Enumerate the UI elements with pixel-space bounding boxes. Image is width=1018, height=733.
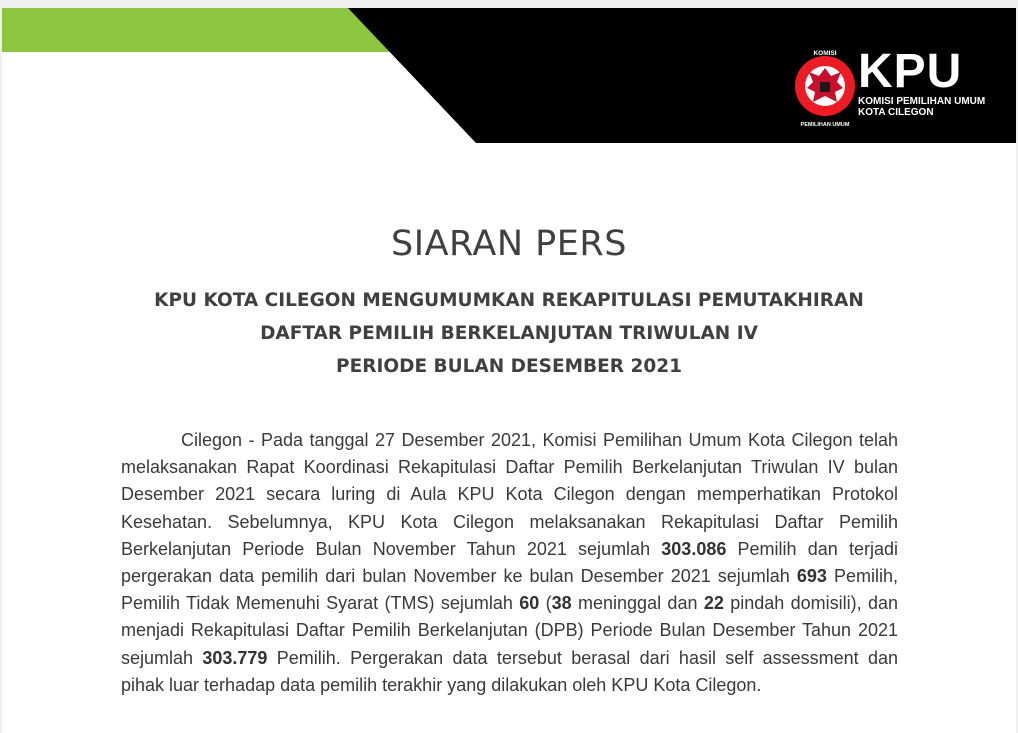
count-december: 303.779 bbox=[202, 647, 268, 668]
kpu-wordmark bbox=[858, 45, 986, 118]
body-text-segment: Pemilih, Pemilih Tidak Memenuhi Syarat (TMS) sejumlah bbox=[121, 566, 898, 614]
count-tms: 60 bbox=[519, 593, 540, 614]
body-text-segment: Cilegon - Pada tanggal 27 Desember 2021, Komisi Pemilihan Umum Kota Cilegon telah melaksanakan Rapat Koordinasi Rekapitulasi Daftar Pemilih Berkelanjutan Triwulan IV bulan Desember 2021 secara luring di Aula KPU Kota Cilegon dengan memperhatikan Protokol Kesehatan. Sebelumnya, KPU Kota Cilegon melaksanakan Rekapitulasi Daftar Pemilih Berkelanjutan Periode Bulan November Tahun 2021 sejumlah bbox=[121, 430, 898, 559]
body-text-segment: meninggal dan bbox=[571, 593, 704, 614]
emblem-bottom-text: PEMILIHAN UMUM bbox=[800, 122, 850, 128]
green-stripe bbox=[2, 8, 394, 52]
subtitle-line: DAFTAR PEMILIH BERKELANJUTAN TRIWULAN IV bbox=[260, 323, 758, 344]
body-text-segment: pindah domisili), dan menjadi Rekapitulasi Daftar Pemilih Berkelanjutan (DPB) Periode Bulan Desember Tahun 2021 sejumlah bbox=[121, 593, 899, 668]
body-text-segment: Pemilih. Pergerakan data tersebut berasal dari hasil self assessment dan pihak luar terhadap data pemilih terakhir yang dilakukan oleh KPU Kota Cilegon. bbox=[121, 647, 899, 695]
count-deceased: 38 bbox=[551, 593, 572, 614]
document-page bbox=[2, 8, 1016, 733]
garuda-shield-icon bbox=[820, 82, 830, 92]
body-text-segment: ( bbox=[539, 593, 552, 614]
kpu-subtitle-line2: KOTA CILEGON bbox=[858, 107, 934, 118]
kpu-brand: KPU bbox=[858, 45, 963, 98]
body-paragraph bbox=[121, 427, 898, 699]
subtitle-line: PERIODE BULAN DESEMBER 2021 bbox=[336, 356, 682, 377]
subtitle-line: KPU KOTA CILEGON MENGUMUMKAN REKAPITULASI PEMUTAKHIRAN bbox=[154, 290, 864, 311]
count-movement: 693 bbox=[796, 566, 827, 587]
emblem-top-text: KOMISI bbox=[813, 50, 837, 57]
document-subtitle bbox=[62, 284, 956, 383]
kpu-subtitle-line1: KOMISI PEMILIHAN UMUM bbox=[858, 96, 986, 107]
document-title: SIARAN PERS bbox=[391, 224, 627, 264]
kpu-emblem bbox=[787, 48, 867, 128]
body-text-segment: Pemilih dan terjadi pergerakan data pemilih dari bulan November ke bulan Desember 2021 sejumlah bbox=[121, 538, 898, 587]
count-relocated: 22 bbox=[703, 593, 724, 614]
count-november: 303.086 bbox=[661, 538, 727, 559]
